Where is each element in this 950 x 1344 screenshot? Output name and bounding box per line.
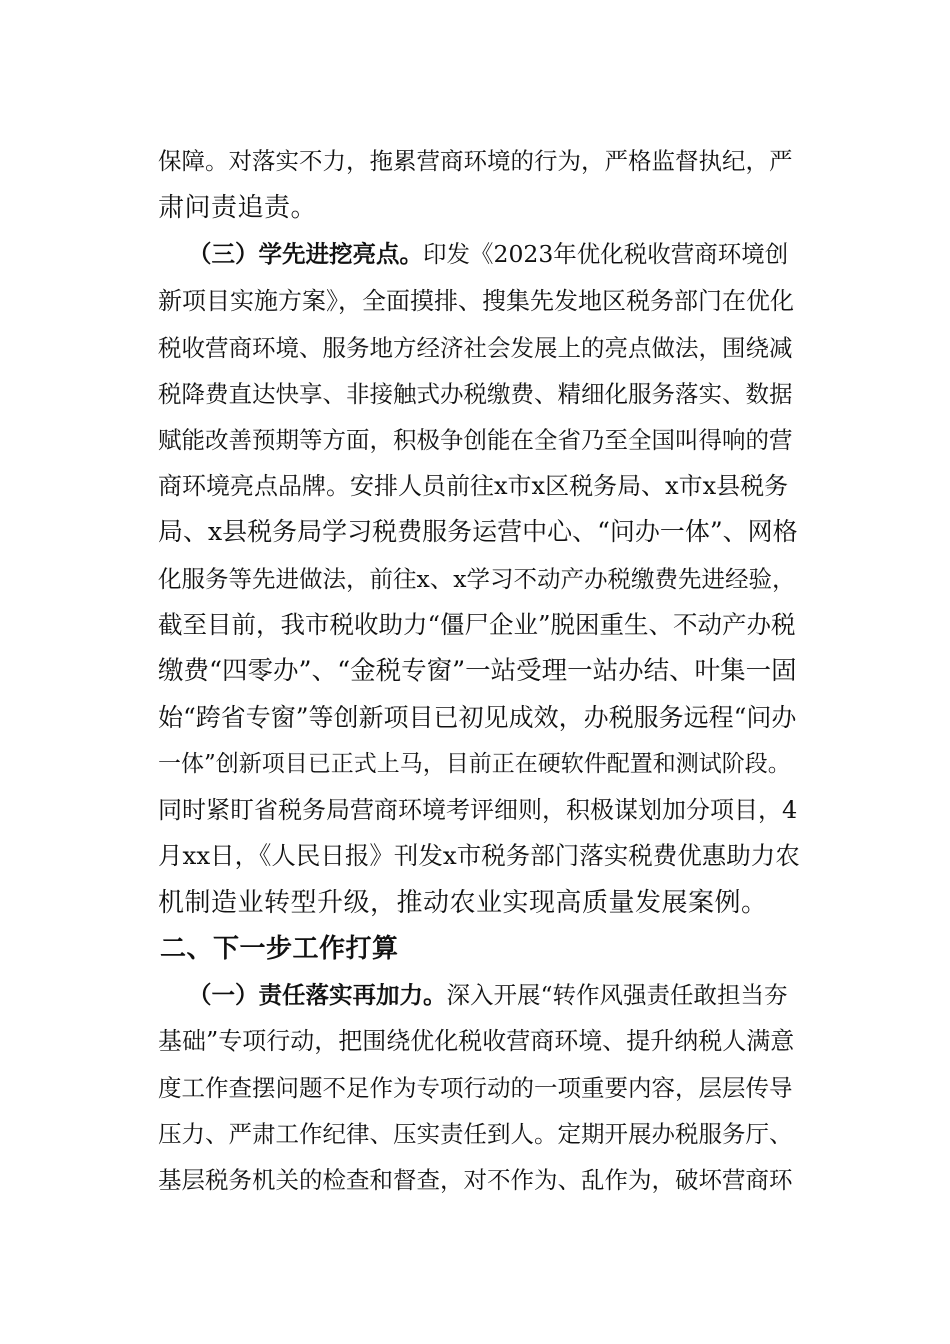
text-line: 一体”创新项目已正式上马，目前正在硬软件配置和测试阶段。	[158, 751, 791, 777]
text-line: 始“跨省专窗”等创新项目已初见成效，办税服务远程“问办	[158, 703, 797, 732]
text-line: 化服务等先进做法，前往x、x学习不动产办税缴费先进经验，	[158, 565, 796, 593]
text-line: 局、x县税务局学习税费服务运营中心、“问办一体”、网格	[158, 517, 798, 546]
text-line: 基础”专项行动，把围绕优化税收营商环境、提升纳税人满意	[158, 1027, 795, 1055]
text-line: 税降费直达快享、非接触式办税缴费、精细化服务落实、数据	[158, 380, 793, 408]
text-line: 基层税务机关的检查和督查，对不作为、乱作为，破坏营商环	[158, 1166, 793, 1194]
paragraph-text: 印发《2023年优化税收营商环境创	[423, 240, 789, 268]
text-line: 税收营商环境、服务地方经济社会发展上的亮点做法，围绕减	[158, 334, 793, 362]
text-line: 月xx日，《人民日报》刊发x市税务部门落实税费优惠助力农	[158, 841, 800, 870]
text-line: 新项目实施方案》，全面摸排、搜集先发地区税务部门在优化	[158, 287, 794, 315]
paragraph-text: 深入开展“转作风强责任敢担当夯	[446, 981, 788, 1009]
text-line: 截至目前，我市税收助力“僵尸企业”脱困重生、不动产办税	[158, 610, 796, 639]
section-heading: 二、下一步工作打算	[160, 934, 399, 964]
paragraph-first-line	[188, 234, 788, 274]
text-line: 商环境亮点品牌。安排人员前往x市x区税务局、x市x县税务	[158, 472, 789, 500]
text-line: 缴费“四零办”、“金税专窗”一站受理一站办结、叶集一固	[158, 656, 797, 686]
paragraph-lead: （三）学先进挖亮点。	[188, 240, 423, 268]
text-line: 同时紧盯省税务局营商环境考评细则，积极谋划加分项目，4	[158, 796, 798, 824]
text-line: 肃问责追责。	[158, 193, 318, 223]
text-line: 保障。对落实不力，拖累营商环境的行为，严格监督执纪，严	[158, 147, 793, 175]
text-line: 压力、严肃工作纪律、压实责任到人。定期开展办税服务厅、	[158, 1120, 793, 1148]
text-line: 度工作查摆问题不足作为专项行动的一项重要内容，层层传导	[158, 1074, 793, 1102]
paragraph-first-line	[188, 975, 788, 1015]
text-line: 机制造业转型升级，推动农业实现高质量发展案例。	[158, 888, 768, 918]
paragraph-lead: （一）责任落实再加力。	[188, 981, 447, 1009]
text-line: 赋能改善预期等方面，积极争创能在全省乃至全国叫得响的营	[158, 426, 793, 454]
